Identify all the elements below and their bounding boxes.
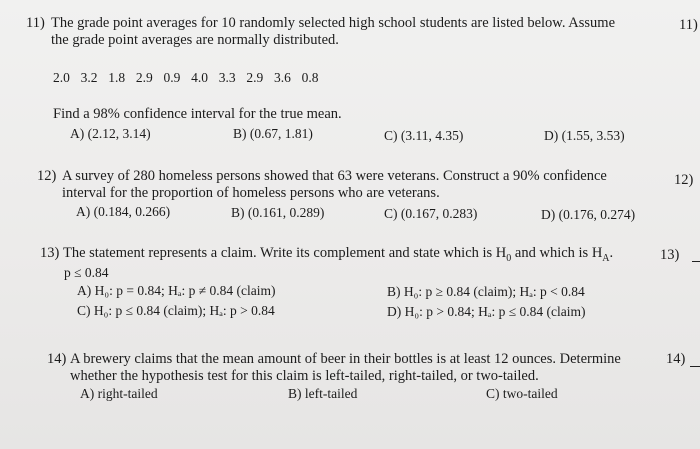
- q13-stem-line1: [63, 245, 613, 267]
- q11-choice-d[interactable]: D) (1.55, 3.53): [544, 128, 625, 143]
- q13-margin-label: 13): [660, 247, 680, 263]
- q14-number: 14): [47, 351, 67, 367]
- q13-choice-d[interactable]: D) H₀: p > 0.84; Hₐ: p ≤ 0.84 (claim): [387, 304, 586, 319]
- q11-choice-b[interactable]: B) (0.67, 1.81): [233, 126, 313, 141]
- q11-choice-a[interactable]: A) (2.12, 3.14): [70, 126, 151, 141]
- q13-choice-b[interactable]: B) H₀: p ≥ 0.84 (claim); Hₐ: p < 0.84: [387, 284, 585, 299]
- q12-stem-line2: interval for the proportion of homeless persons who are veterans.: [62, 185, 440, 201]
- q11-margin-label: 11): [679, 17, 698, 33]
- q13-stem-text-2: and which is H: [511, 245, 603, 261]
- q12-number: 12): [37, 168, 57, 184]
- q13-claim: p ≤ 0.84: [64, 265, 109, 280]
- q11-prompt: Find a 98% confidence interval for the true mean.: [53, 106, 342, 122]
- q13-h0-subscript: 0: [506, 252, 512, 264]
- q13-stem-text-1: The statement represents a claim. Write its complement and state which is H: [63, 245, 507, 261]
- q12-choice-c[interactable]: C) (0.167, 0.283): [384, 206, 478, 221]
- q12-stem-line1: A survey of 280 homeless persons showed that 63 were veterans. Construct a 90% confidence: [62, 168, 607, 184]
- q14-choice-c[interactable]: C) two-tailed: [486, 386, 558, 401]
- q13-answer-blank[interactable]: [692, 251, 700, 262]
- q11-data-values: 2.0 3.2 1.8 2.9 0.9 4.0 3.3 2.9 3.6 0.8: [53, 70, 319, 85]
- q14-stem-line2: whether the hypothesis test for this claim is left-tailed, right-tailed, or two-tailed.: [70, 368, 539, 384]
- q14-choice-b[interactable]: B) left-tailed: [288, 386, 358, 401]
- q14-answer-blank[interactable]: [690, 356, 700, 367]
- q13-ha-subscript: A: [602, 252, 610, 264]
- q14-margin-label: 14): [666, 351, 686, 367]
- q12-choice-b[interactable]: B) (0.161, 0.289): [231, 205, 325, 220]
- q14-choice-a[interactable]: A) right-tailed: [80, 386, 158, 401]
- q11-stem-line2: the grade point averages are normally distributed.: [51, 32, 339, 48]
- q12-margin-label: 12): [674, 172, 694, 188]
- q13-choice-a[interactable]: A) H₀: p = 0.84; Hₐ: p ≠ 0.84 (claim): [77, 283, 276, 298]
- q13-choice-c[interactable]: C) H₀: p ≤ 0.84 (claim); Hₐ: p > 0.84: [77, 303, 275, 318]
- q13-stem-period: .: [609, 245, 614, 261]
- q12-choice-d[interactable]: D) (0.176, 0.274): [541, 207, 636, 222]
- q14-stem-line1: A brewery claims that the mean amount of beer in their bottles is at least 12 ounces. Determine: [70, 351, 621, 367]
- q11-stem-line1: The grade point averages for 10 randomly selected high school students are listed below. Assume: [51, 15, 616, 31]
- q11-number: 11): [26, 15, 45, 31]
- q13-number: 13): [40, 245, 60, 261]
- q12-choice-a[interactable]: A) (0.184, 0.266): [76, 204, 171, 219]
- q11-choice-c[interactable]: C) (3.11, 4.35): [384, 128, 464, 143]
